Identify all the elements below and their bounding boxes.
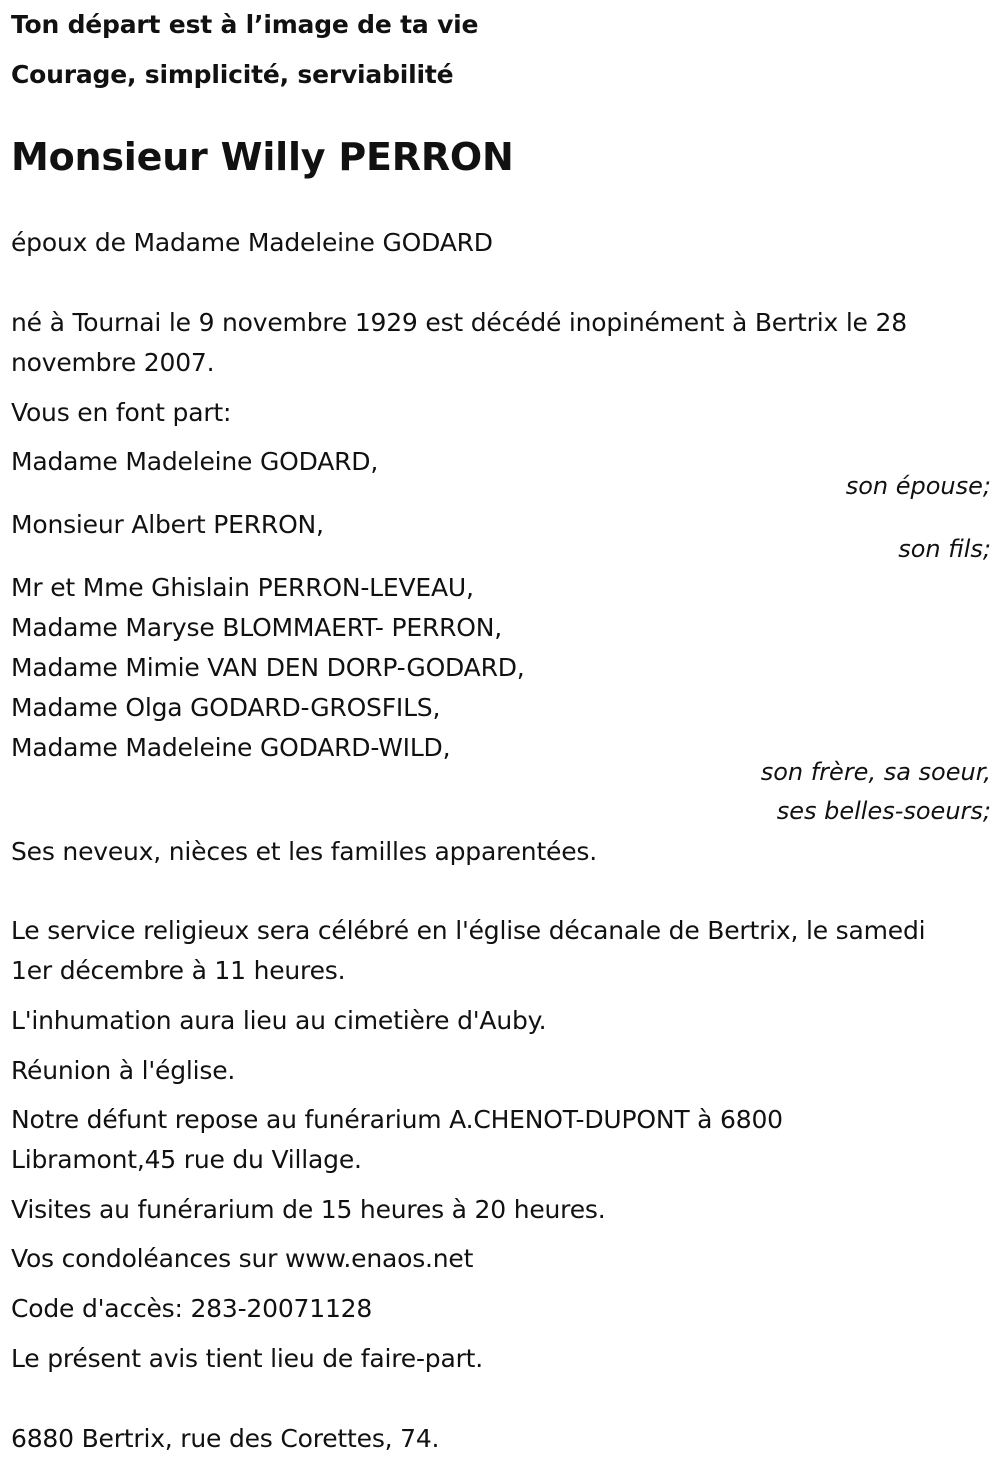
birth-death-line-1: né à Tournai le 9 novembre 1929 est décédé inopinément à Bertrix le 28 [11, 308, 907, 337]
family-member-name: Madame Madeleine GODARD, [11, 447, 379, 476]
rest-line-1: Notre défunt repose au funérarium A.CHENOT-DUPONT à 6800 [11, 1105, 783, 1134]
access-code-line: Code d'accès: 283-20071128 [11, 1294, 373, 1323]
family-member-relation: son fils; [898, 535, 991, 563]
visits-line: Visites au funérarium de 15 heures à 20 heures. [11, 1195, 606, 1224]
sibling-name: Madame Maryse BLOMMAERT- PERRON, [11, 613, 503, 642]
notice-line: Le présent avis tient lieu de faire-part. [11, 1344, 484, 1373]
rest-line-2: Libramont,45 rue du Village. [11, 1145, 362, 1174]
siblings-relation-line-1: son frère, sa soeur, [760, 758, 991, 786]
sibling-name: Madame Olga GODARD-GROSFILS, [11, 693, 441, 722]
deceased-name: Monsieur Willy PERRON [11, 135, 514, 179]
announcement-intro: Vous en font part: [11, 398, 232, 427]
birth-death-line-2: novembre 2007. [11, 348, 215, 377]
sibling-name: Mr et Mme Ghislain PERRON-LEVEAU, [11, 573, 474, 602]
address-line: 6880 Bertrix, rue des Corettes, 74. [11, 1424, 440, 1453]
family-member-relation: son épouse; [845, 472, 991, 500]
sibling-name: Madame Mimie VAN DEN DORP-GODARD, [11, 653, 525, 682]
spouse-line: époux de Madame Madeleine GODARD [11, 228, 493, 257]
motto-line-1: Ton départ est à l’image de ta vie [11, 10, 479, 39]
family-member-name: Monsieur Albert PERRON, [11, 510, 324, 539]
siblings-relation-line-2: ses belles-soeurs; [776, 797, 991, 825]
service-line-1: Le service religieux sera célébré en l'église décanale de Bertrix, le samedi [11, 916, 926, 945]
burial-line: L'inhumation aura lieu au cimetière d'Auby. [11, 1006, 547, 1035]
motto-line-2: Courage, simplicité, serviabilité [11, 60, 454, 89]
sibling-name: Madame Madeleine GODARD-WILD, [11, 733, 451, 762]
meeting-line: Réunion à l'église. [11, 1056, 236, 1085]
condolences-line: Vos condoléances sur www.enaos.net [11, 1244, 474, 1273]
extended-family-line: Ses neveux, nièces et les familles apparentées. [11, 837, 597, 866]
service-line-2: 1er décembre à 11 heures. [11, 956, 346, 985]
